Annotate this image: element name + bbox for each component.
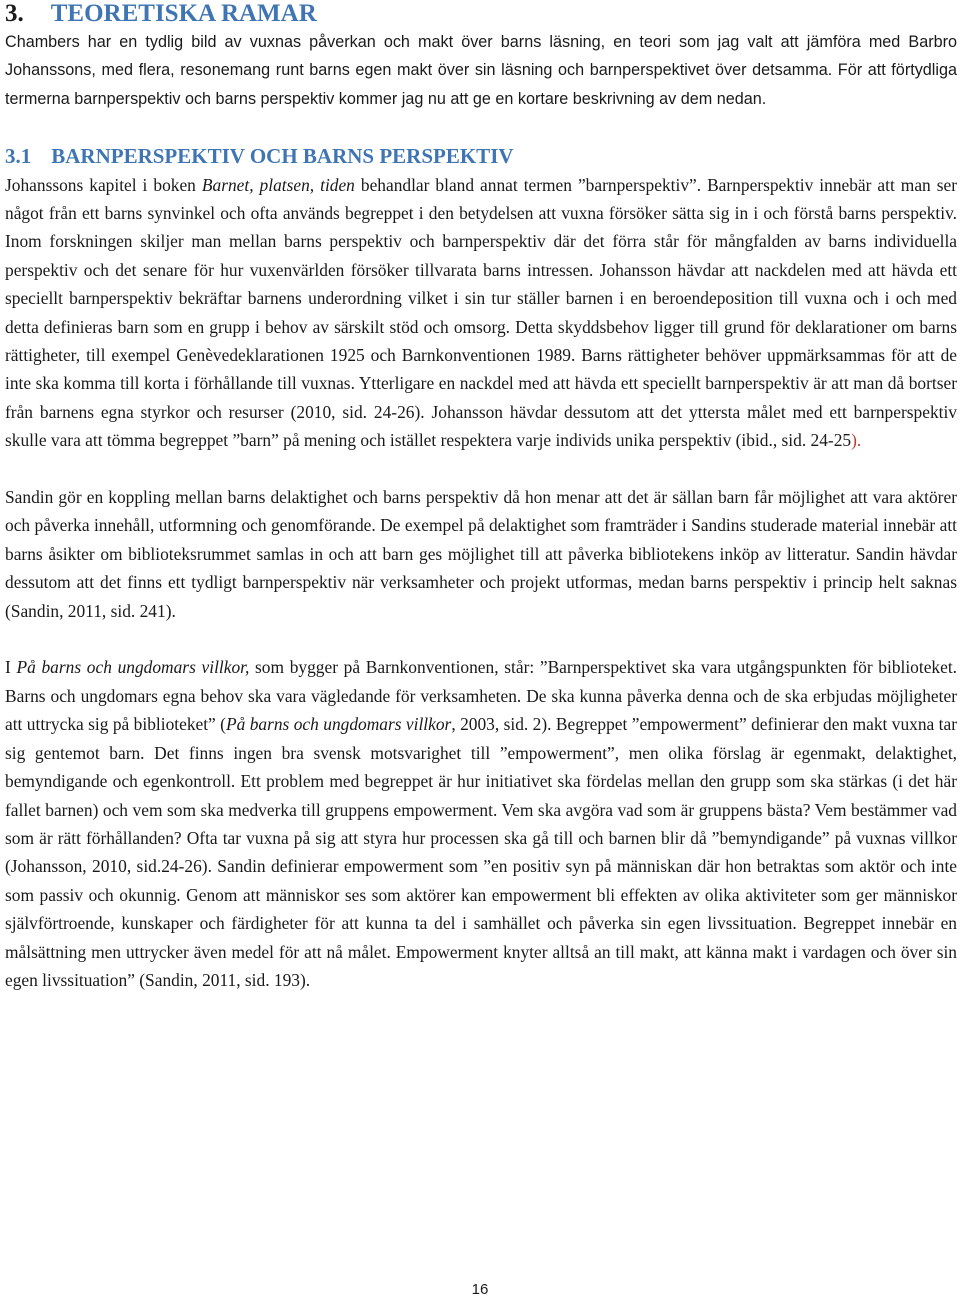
text-run: I bbox=[5, 657, 17, 678]
paragraph-empowerment bbox=[5, 653, 957, 994]
document-title: På barns och ungdomars villkor bbox=[225, 714, 452, 735]
document-title: På barns och ungdomars villkor, bbox=[16, 657, 250, 678]
subsection-heading bbox=[5, 144, 514, 168]
paragraph-sandin: Sandin gör en koppling mellan barns delaktighet och barns perspektiv då hon menar att det är sällan barn får möjlighet att vara aktörer och påverka innehåll, utformning och genomförande. De exempel på delaktighet som framträder i Sandins studerade material innebär att barns åsikter om biblioteksrummet samlas in och att barn ges möjlighet till att påverka bibliotekens inköp av litteratur. Sandin hävdar dessutom att det finns ett tydligt barnperspektiv när verksamheter och projekt utformas, medan barns perspektiv i princip helt saknas (Sandin, 2011, sid. 241). bbox=[5, 487, 957, 621]
subsection-number: 3.1 bbox=[5, 143, 32, 168]
text-run: Johanssons kapitel i boken bbox=[5, 174, 202, 195]
subsection-heading-wrap bbox=[5, 142, 957, 171]
book-title: Barnet, platsen, tiden bbox=[201, 174, 355, 195]
subsection-title: BARNPERSPEKTIV OCH BARNS PERSPEKTIV bbox=[51, 143, 514, 168]
text-run: , 2003, sid. 2). Begreppet ”empowerment” definierar den makt vuxna tar sig gentemot barn. Det finns ingen bra svensk motsvarighet till ”empowerment”, men olika förslag är egenmakt, delaktighet, bemyndigande och egenkontroll. Ett problem med begreppet är hur initiativet ska fördelas mellan den grupp som ska stärkas (i det här fallet barnen) och vem som ska medverka till gruppens empowerment. Vem ska avgöra vad som är gruppens bästa? Vem bestämmer vad som är rätt förhållanden? Ofta tar vuxna på sig att styra hur processen ska gå till och barnen blir då ”bemyndigande” på vuxnas villkor (Johansson, 2010, sid.24-26). Sandin definierar empowerment som ”en positiv syn på människan där hon betraktas som aktör och inte som passiv och okunnig. Genom att människor ses som aktörer kan empowerment bli effekten av olika aktiviteter som ger människor självförtroende, kunskaper och färdigheter för att kunna ta del i samhället och påverka sin egen livssituation. Begreppet innebär en målsättning men uttrycker även medel för att nå målet. Empowerment knyter alltså an till makt, att känna makt i vardagen och över sin egen livssituation” (Sandin, 2011, sid. 193). bbox=[5, 714, 957, 990]
paragraph-johansson bbox=[5, 171, 957, 455]
section-heading bbox=[5, 0, 957, 28]
text-run: behandlar bland annat termen ”barnperspektiv”. Barnperspektiv innebär att man ser något från ett barns synvinkel och ofta används begreppet i den betydelsen att vuxna försöker sätta sig in i och förstå barns perspektiv. Inom forskningen skiljer man mellan barns perspektiv och barnperspektiv där det förra står för mångfalden av barns individuella perspektiv och det senare för hur vuxenvärlden försöker tillvarata barns intressen. Johansson hävdar att nackdelen med att hävda ett speciellt barnperspektiv bekräftar barnens underordning vilket i sin tur ställer barnen i en beroendeposition till vuxna och i och med detta definieras barn som en grupp i behov av särskilt stöd och omsorg. Detta skyddsbehov ligger till grund för deklarationer om barns rättigheter, till exempel Genèvedeklarationen 1925 och Barnkonventionen 1989. Barns rättigheter behöver uppmärksammas för att de inte ska komma till korta i förhållande till vuxnas. Ytterligare en nackdel med att hävda ett speciellt barnperspektiv är att man då bortser från barnens egna styrkor och resurser (2010, sid. 24-26). Johansson hävdar dessutom att det yttersta målet med ett barnperspektiv skulle vara att tömma begreppet ”barn” på mening och istället respektera varje individs unika perspektiv (ibid., sid. 24-25 bbox=[5, 174, 958, 451]
section-number: 3. bbox=[5, 0, 24, 27]
document-page bbox=[5, 0, 957, 994]
intro-paragraph: Chambers har en tydlig bild av vuxnas påverkan och makt över barns läsning, en teori som jag valt att jämföra med Barbro Johanssons, med flera, resonemang runt barns egen makt över sin läsning och barnperspektivet över detsamma. För att förtydliga termerna barnperspektiv och barns perspektiv kommer jag nu att ge en kortare beskrivning av dem nedan. bbox=[5, 33, 957, 108]
page-number: 16 bbox=[471, 1281, 489, 1298]
text-run-red: ). bbox=[851, 430, 862, 451]
section-title: TEORETISKA RAMAR bbox=[50, 0, 317, 27]
text-run: som bygger på Barnkonventionen, står: ”Barnperspektivet ska vara utgångspunkten för biblioteket. Barns och ungdomars egna behov ska vara vägledande för verksamheten. De ska kunna påverka denna och de ska erbjudas möjligheter att uttrycka sig på biblioteket” ( bbox=[5, 657, 958, 735]
